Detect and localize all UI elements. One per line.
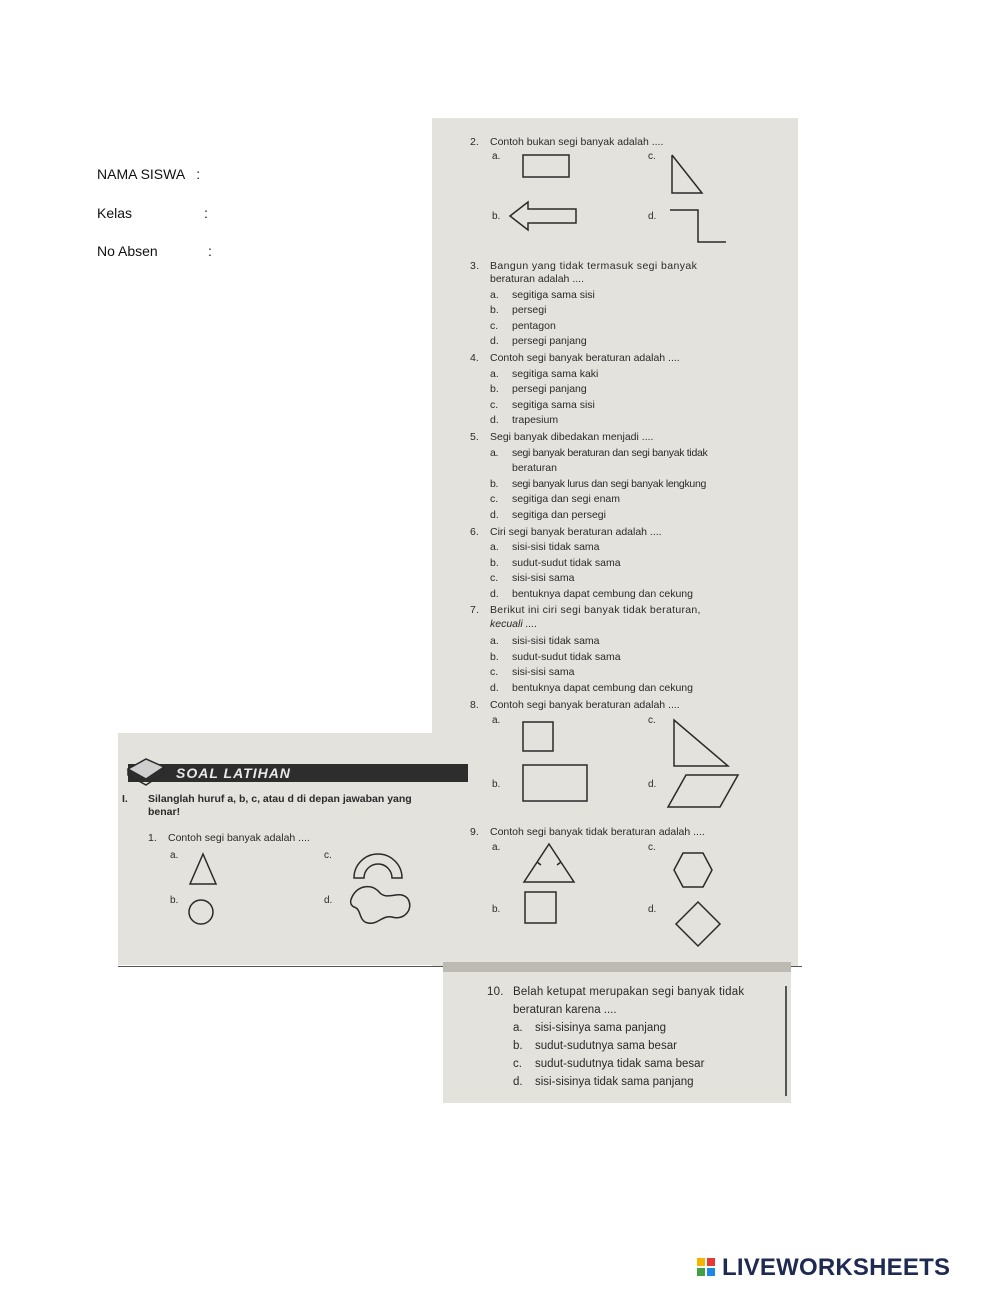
square-shape: [522, 721, 556, 753]
absen-label-text: No Absen: [97, 243, 158, 259]
section-1-instruction: I. Silanglah huruf a, b, c, atau d di depan jawaban yang benar!: [122, 793, 412, 818]
rhombus-shape: [674, 900, 722, 948]
q5-option-c: c. segitiga dan segi enam: [490, 493, 620, 505]
q2-label-b: b.: [492, 211, 501, 222]
q5-option-a-cont: beraturan: [512, 462, 557, 474]
scan-right-border: [785, 986, 787, 1096]
question-1: 1. Contoh segi banyak adalah ....: [148, 832, 310, 844]
q9-label-b: b.: [492, 904, 501, 915]
question-5: 5. Segi banyak dibedakan menjadi ....: [470, 431, 654, 443]
circle-shape: [186, 897, 216, 927]
nama-colon: :: [196, 166, 201, 182]
question-8: 8. Contoh segi banyak beraturan adalah ....: [470, 699, 680, 711]
q5-option-b: b. segi banyak lurus dan segi banyak lengkung: [490, 478, 707, 490]
q10-option-a: a. sisi-sisinya sama panjang: [513, 1022, 667, 1034]
equilateral-triangle-shape: [522, 842, 576, 884]
q2-label-c: c.: [648, 151, 656, 162]
q9-label-c: c.: [648, 842, 656, 853]
question-3: 3. Bangun yang tidak termasuk segi banyak: [470, 260, 698, 272]
triangle-shape: [188, 852, 218, 886]
q9-label-d: d.: [648, 904, 657, 915]
q10-option-b: b. sudut-sudutnya sama besar: [513, 1040, 677, 1052]
q6-option-c: c. sisi-sisi sama: [490, 572, 575, 584]
question-7: 7. Berikut ini ciri segi banyak tidak beraturan,: [470, 604, 701, 616]
soal-latihan-banner: SOAL LATIHAN: [128, 764, 468, 782]
q2-label-a: a.: [492, 151, 501, 162]
q2-label-d: d.: [648, 211, 657, 222]
q5-option-a: a. segi banyak beraturan dan segi banyak tidak: [490, 447, 708, 459]
question-9: 9. Contoh segi banyak tidak beraturan adalah ....: [470, 826, 705, 838]
book-icon: [124, 755, 168, 787]
hexagon-shape: [672, 851, 714, 889]
q9-label-a: a.: [492, 842, 501, 853]
q7-option-c: c. sisi-sisi sama: [490, 666, 575, 678]
question-4: 4. Contoh segi banyak beraturan adalah ....: [470, 352, 680, 364]
q7-option-b: b. sudut-sudut tidak sama: [490, 651, 621, 663]
q10-option-d: d. sisi-sisinya tidak sama panjang: [513, 1076, 694, 1088]
bottom-worksheet-scan: [443, 962, 791, 1103]
kelas-label-text: Kelas: [97, 205, 133, 221]
right-worksheet-scan: [432, 118, 798, 966]
absen-label: [97, 243, 158, 259]
q1-label-b: b.: [170, 895, 179, 906]
q8-label-b: b.: [492, 779, 501, 790]
q3-option-a: a. segitiga sama sisi: [490, 289, 595, 301]
scan-edge-shadow: [443, 962, 791, 972]
q6-option-d: d. bentuknya dapat cembung dan cekung: [490, 588, 693, 600]
q6-option-a: a. sisi-sisi tidak sama: [490, 541, 600, 553]
q1-label-c: c.: [324, 850, 332, 861]
q4-option-c: c. segitiga sama sisi: [490, 399, 595, 411]
question-6: 6. Ciri segi banyak beraturan adalah ....: [470, 526, 662, 538]
q10-option-c: c. sudut-sudutnya tidak sama besar: [513, 1058, 705, 1070]
q6-option-b: b. sudut-sudut tidak sama: [490, 557, 621, 569]
rectangle-shape: [522, 154, 572, 178]
question-10-line2: beraturan karena ....: [513, 1004, 617, 1016]
arch-shape: [352, 850, 404, 880]
irregular-blob-shape: [348, 881, 414, 927]
right-triangle-shape-2: [672, 718, 730, 768]
q8-label-c: c.: [648, 715, 656, 726]
kelas-label: [97, 205, 132, 221]
right-triangle-shape: [670, 153, 704, 195]
q8-label-a: a.: [492, 715, 501, 726]
rectangle-shape-2: [522, 764, 588, 802]
q8-label-d: d.: [648, 779, 657, 790]
kelas-colon: :: [204, 205, 208, 221]
open-line-shape: [668, 208, 728, 244]
absen-colon: :: [208, 243, 212, 259]
nama-label-text: NAMA SISWA: [97, 166, 185, 182]
q1-label-a: a.: [170, 850, 179, 861]
q4-option-b: b. persegi panjang: [490, 383, 587, 395]
question-10: 10. Belah ketupat merupakan segi banyak tidak: [487, 986, 745, 998]
nama-siswa-label: [97, 166, 200, 182]
q3-option-d: d. persegi panjang: [490, 335, 587, 347]
q7-option-d: d. bentuknya dapat cembung dan cekung: [490, 682, 693, 694]
q3-option-c: c. pentagon: [490, 320, 556, 332]
q4-option-a: a. segitiga sama kaki: [490, 368, 599, 380]
q3-option-b: b. persegi: [490, 304, 547, 316]
logo-mark-icon: [697, 1258, 717, 1282]
q5-option-d: d. segitiga dan persegi: [490, 509, 606, 521]
liveworksheets-logo[interactable]: LIVEWORKSHEETS: [722, 1254, 951, 1281]
left-worksheet-scan: [118, 733, 432, 965]
q4-option-d: d. trapesium: [490, 414, 559, 426]
square-shape-2: [524, 891, 558, 925]
arrow-shape: [508, 200, 580, 232]
question-7-line2: kecuali ....: [490, 618, 538, 630]
question-2: 2. Contoh bukan segi banyak adalah ....: [470, 136, 664, 148]
q7-option-a: a. sisi-sisi tidak sama: [490, 635, 600, 647]
q1-label-d: d.: [324, 895, 333, 906]
parallelogram-shape: [666, 773, 740, 809]
question-3-line2: beraturan adalah ....: [490, 273, 584, 285]
